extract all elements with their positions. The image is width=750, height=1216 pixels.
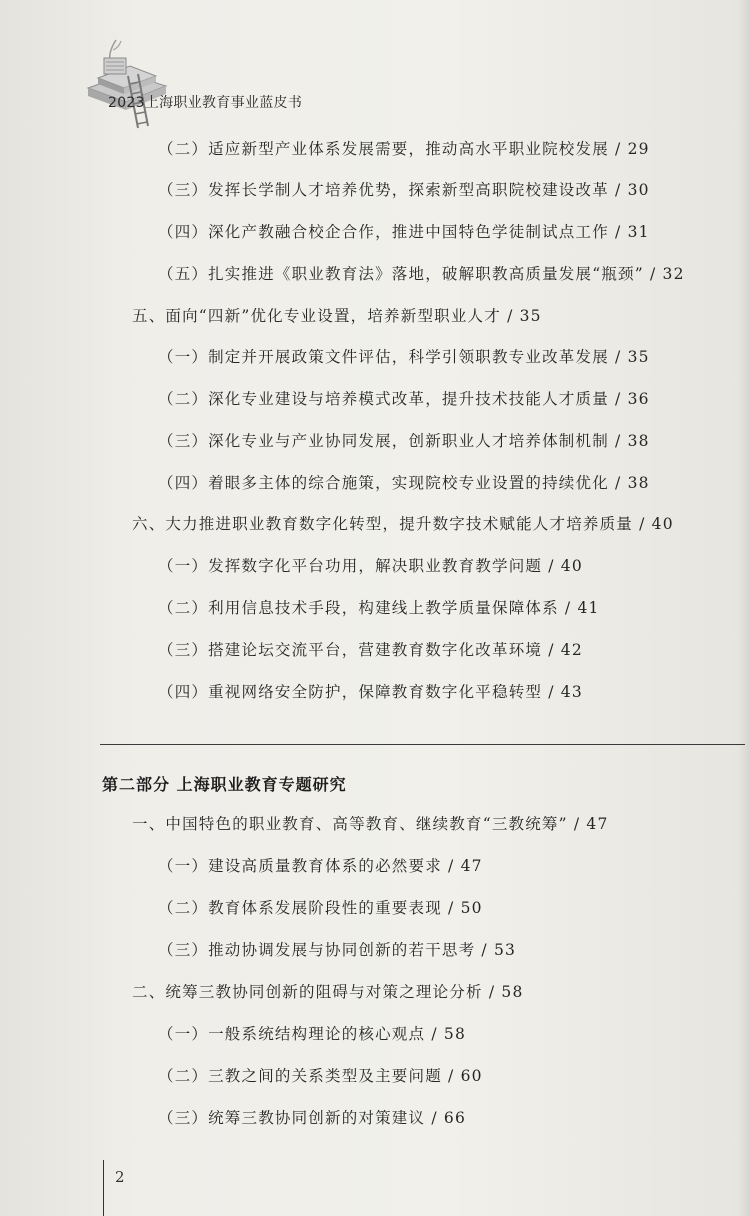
toc-entry[interactable]: （四）重视网络安全防护，保障教育数字化平稳转型 / 43 [158, 683, 583, 701]
toc-entry[interactable]: （四）着眼多主体的综合施策，实现院校专业设置的持续优化 / 38 [158, 474, 650, 492]
toc-entry[interactable]: （一）建设高质量教育体系的必然要求 / 47 [158, 857, 483, 875]
toc-entry[interactable]: （五）扎实推进《职业教育法》落地，破解职教高质量发展“瓶颈” / 32 [158, 265, 685, 283]
toc-entry[interactable]: （三）深化专业与产业协同发展，创新职业人才培养体制机制 / 38 [158, 432, 650, 450]
toc-entry[interactable]: （一）一般系统结构理论的核心观点 / 58 [158, 1025, 467, 1043]
toc-entry[interactable]: （三）推动协调发展与协同创新的若干思考 / 53 [158, 941, 517, 959]
toc-entry[interactable]: （三）发挥长学制人才培养优势，探索新型高职院校建设改革 / 30 [158, 181, 650, 199]
toc-section-heading[interactable]: 二、统筹三教协同创新的阻碍与对策之理论分析 / 58 [132, 983, 524, 1001]
toc-entry[interactable]: （二）适应新型产业体系发展需要，推动高水平职业院校发展 / 29 [158, 140, 650, 158]
toc-entry[interactable]: （一）制定并开展政策文件评估，科学引领职教专业改革发展 / 35 [158, 348, 650, 366]
toc-entry[interactable]: （二）三教之间的关系类型及主要问题 / 60 [158, 1067, 483, 1085]
toc-entry[interactable]: （二）深化专业建设与培养模式改革，提升技术技能人才质量 / 36 [158, 390, 650, 408]
part-two-title[interactable]: 第二部分 上海职业教育专题研究 [102, 775, 347, 794]
section-divider [100, 744, 745, 745]
toc-entry[interactable]: （四）深化产教融合校企合作，推进中国特色学徒制试点工作 / 31 [158, 223, 650, 241]
toc-entry[interactable]: （二）教育体系发展阶段性的重要表现 / 50 [158, 899, 483, 917]
toc-entry[interactable]: （一）发挥数字化平台功用，解决职业教育教学问题 / 40 [158, 557, 583, 575]
book-stack-ladder-icon [80, 36, 170, 132]
toc-entry[interactable]: （二）利用信息技术手段，构建线上教学质量保障体系 / 41 [158, 599, 600, 617]
running-header-title: 2023上海职业教育事业蓝皮书 [108, 95, 303, 111]
footer-rule [103, 1160, 104, 1216]
toc-entry[interactable]: （三）统筹三教协同创新的对策建议 / 66 [158, 1109, 467, 1127]
page-number: 2 [115, 1168, 125, 1186]
toc-section-heading[interactable]: 五、面向“四新”优化专业设置，培养新型职业人才 / 35 [132, 307, 542, 325]
toc-section-heading[interactable]: 六、大力推进职业教育数字化转型，提升数字技术赋能人才培养质量 / 40 [132, 515, 674, 533]
page-edge-shadow [738, 0, 750, 1216]
toc-section-heading[interactable]: 一、中国特色的职业教育、高等教育、继续教育“三教统筹” / 47 [132, 815, 609, 833]
toc-entry[interactable]: （三）搭建论坛交流平台，营建教育数字化改革环境 / 42 [158, 641, 583, 659]
